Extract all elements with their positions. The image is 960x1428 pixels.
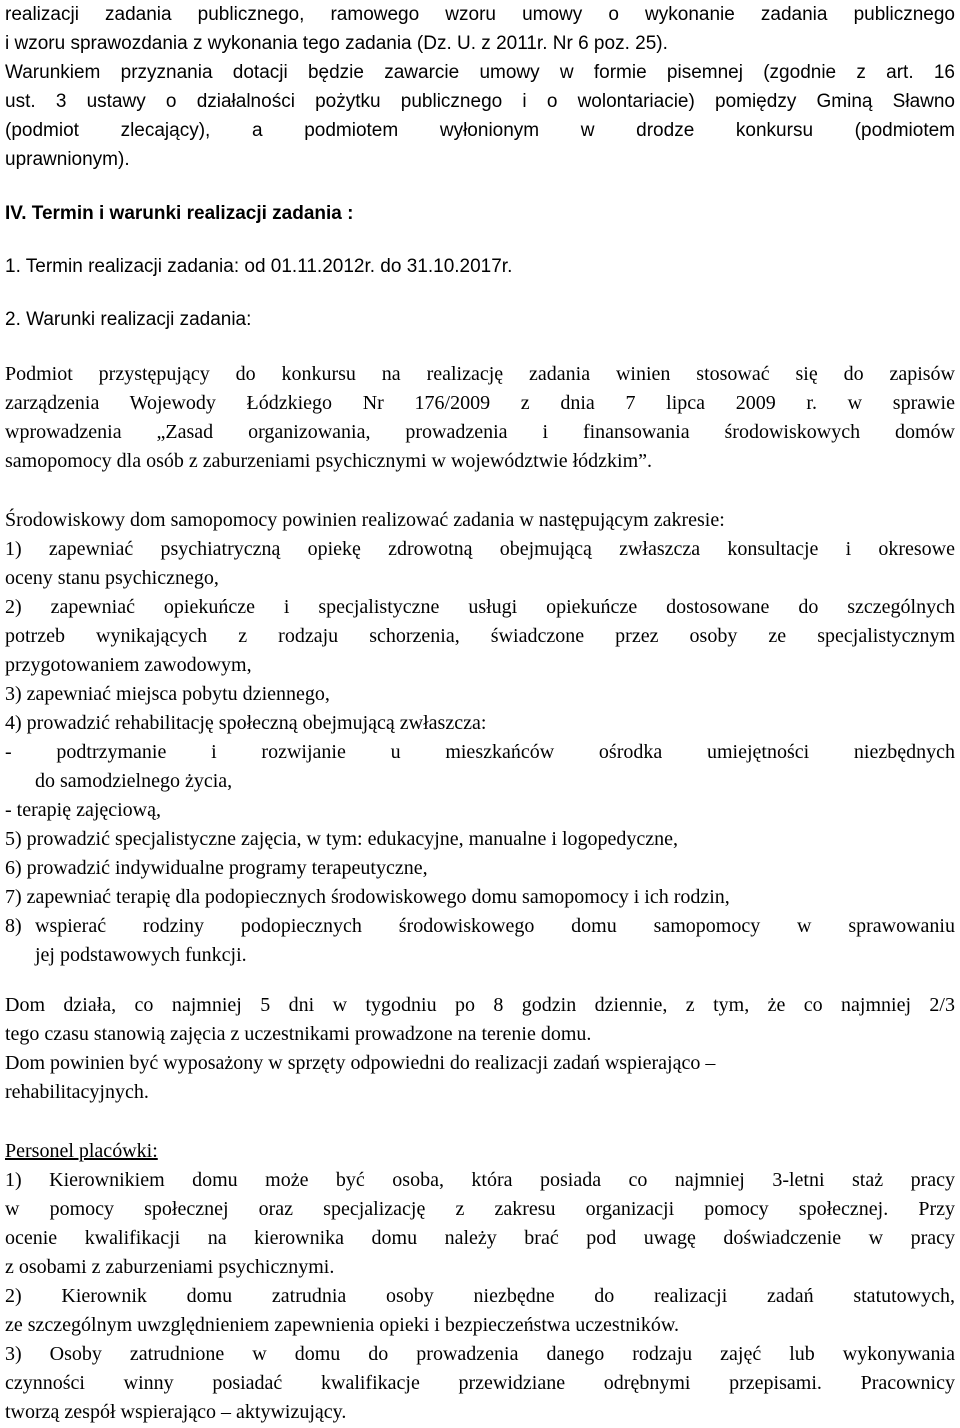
regulation-line: zarządzenia Wojewody Łódzkiego Nr 176/2009 z dnia 7 lipca 2009 r. w sprawie xyxy=(5,392,955,414)
scope-item: 1) zapewniać psychiatryczną opiekę zdrowotną obejmującą zwłaszcza konsultacje i okresowe xyxy=(5,538,955,560)
term-line: 1. Termin realizacji zadania: od 01.11.2012r. do 31.10.2017r. xyxy=(5,256,513,277)
staff-line: 2) Kierownik domu zatrudnia osoby niezbędne do realizacji zadań statutowych, xyxy=(5,1285,955,1307)
scope-dash-item: - podtrzymanie i rozwijanie u mieszkańców ośrodka umiejętności niezbędnych xyxy=(5,741,955,763)
staff-line: w pomocy społecznej oraz specjalizację z zakresu organizacji pomocy społecznej. Przy xyxy=(5,1198,955,1220)
scope-item: potrzeb wynikających z rodzaju schorzenia, świadczone przez osoby ze specjalistycznym xyxy=(5,625,955,647)
scope-item xyxy=(5,912,955,970)
staff-line: czynności winny posiadać kwalifikacje przewidziane odrębnymi przepisami. Pracownicy xyxy=(5,1372,955,1394)
staff-section xyxy=(5,1137,955,1427)
staff-line: ocenie kwalifikacji na kierownika domu należy brać pod uwagę doświadczenie w pracy xyxy=(5,1227,955,1249)
section-heading: IV. Termin i warunki realizacji zadania : xyxy=(5,203,354,224)
intro-line: uprawnionym). xyxy=(5,149,130,170)
operation-line: tego czasu stanowią zajęcia z uczestnikami prowadzone na terenie domu. xyxy=(5,1023,592,1045)
staff-line: z osobami z zaburzeniami psychicznymi. xyxy=(5,1256,335,1278)
scope-dash-item: do samodzielnego życia, xyxy=(35,770,233,792)
scope-intro: Środowiskowy dom samopomocy powinien realizować zadania w następującym zakresie: xyxy=(5,509,725,531)
scope-item: oceny stanu psychicznego, xyxy=(5,567,219,589)
scope-list xyxy=(5,506,955,970)
staff-line: ze szczególnym uwzględnieniem zapewnienia opieki i bezpieczeństwa uczestników. xyxy=(5,1314,679,1336)
scope-item: 3) zapewniać miejsca pobytu dziennego, xyxy=(5,683,330,705)
scope-item: przygotowaniem zawodowym, xyxy=(5,654,252,676)
scope-item-number: 8) xyxy=(5,915,22,937)
intro-line: Warunkiem przyznania dotacji będzie zawarcie umowy w formie pisemnej (zgodnie z art. 16 xyxy=(5,62,955,83)
operation-line: Dom działa, co najmniej 5 dni w tygodniu po 8 godzin dziennie, z tym, że co najmniej 2/3 xyxy=(5,994,955,1016)
intro-paragraph xyxy=(5,0,955,174)
scope-item: 5) prowadzić specjalistyczne zajęcia, w tym: edukacyjne, manualne i logopedyczne, xyxy=(5,828,679,850)
staff-line: 1) Kierownikiem domu może być osoba, która posiada co najmniej 3-letni staż pracy xyxy=(5,1169,955,1191)
scope-item-text: jej podstawowych funkcji. xyxy=(35,944,247,966)
regulation-paragraph xyxy=(5,360,955,476)
scope-item: 6) prowadzić indywidualne programy terapeutyczne, xyxy=(5,857,428,879)
scope-item-text: wspierać rodziny podopiecznych środowiskowego domu samopomocy w sprawowaniu xyxy=(35,915,955,937)
scope-item: 4) prowadzić rehabilitację społeczną obejmującą zwłaszcza: xyxy=(5,712,487,734)
regulation-line: Podmiot przystępujący do konkursu na realizację zadania winien stosować się do zapisów xyxy=(5,363,955,385)
staff-heading: Personel placówki: xyxy=(5,1140,158,1162)
scope-item: 2) zapewniać opiekuńcze i specjalistyczne usługi opiekuńcze dostosowane do szczególnych xyxy=(5,596,955,618)
scope-dash-item: - terapię zajęciową, xyxy=(5,799,162,821)
operation-line: Dom powinien być wyposażony w sprzęty odpowiedni do realizacji zadań wspierająco – xyxy=(5,1052,716,1074)
intro-line: realizacji zadania publicznego, ramowego wzoru umowy o wykonanie zadania publicznego xyxy=(5,4,955,25)
intro-line: (podmiot zlecający), a podmiotem wyłonionym w drodze konkursu (podmiotem xyxy=(5,120,955,141)
staff-line: 3) Osoby zatrudnione w domu do prowadzenia danego rodzaju zajęć lub wykonywania xyxy=(5,1343,955,1365)
scope-item: 7) zapewniać terapię dla podopiecznych środowiskowego domu samopomocy i ich rodzin, xyxy=(5,886,730,908)
regulation-line: wprowadzenia „Zasad organizowania, prowadzenia i finansowania środowiskowych domów xyxy=(5,421,955,443)
intro-line: i wzoru sprawozdania z wykonania tego zadania (Dz. U. z 2011r. Nr 6 poz. 25). xyxy=(5,33,668,54)
operation-paragraph xyxy=(5,991,955,1107)
conditions-heading: 2. Warunki realizacji zadania: xyxy=(5,309,252,330)
regulation-line: samopomocy dla osób z zaburzeniami psychicznymi w województwie łódzkim”. xyxy=(5,450,653,472)
operation-line: rehabilitacyjnych. xyxy=(5,1081,149,1103)
intro-line: ust. 3 ustawy o działalności pożytku publicznego i o wolontariacie) pomiędzy Gminą Sławno xyxy=(5,91,955,112)
staff-line: tworzą zespół wspierająco – aktywizujący. xyxy=(5,1401,347,1423)
